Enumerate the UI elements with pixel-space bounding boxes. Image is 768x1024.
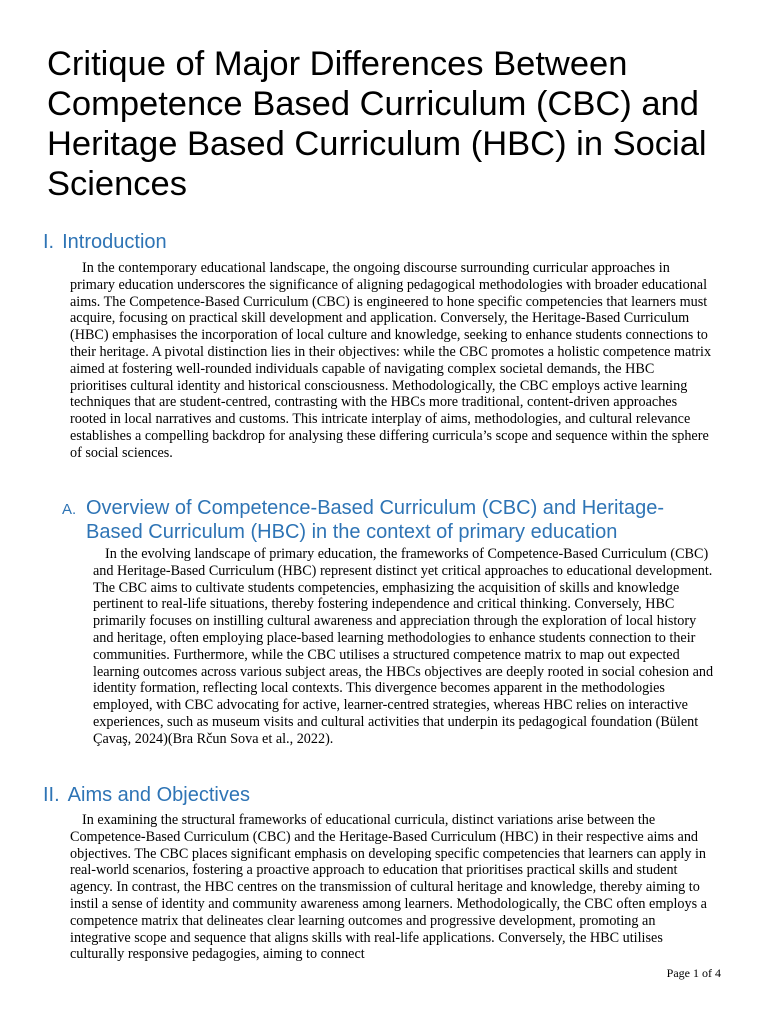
overview-paragraph: In the evolving landscape of primary education, the frameworks of Competence-Based Curriculum (CBC) and Heritage-Based Curriculum (HBC) represent distinct yet critical approaches to educational development. The CBC aims to cultivate students competencies, emphasizing the acquisition of skills and knowledge pertinent to real-life situations, thereby fostering independence and critical thinking. Conversely, HBC primarily focuses on instilling cultural awareness and appreciation through the exploration of local history and heritage, often employing place-based learning methodologies to enhance students connection to their communities. Furthermore, while the CBC utilises a structured competence matrix to map out expected learning outcomes across various subject areas, the HBCs objectives are deeply rooted in social cohesion and identity formation, reflecting local contexts. This divergence becomes apparent in the methodologies employed, with CBC advocating for active, learner-centred strategies, whereas HBC relies on interactive experiences, such as museum visits and cultural activities that underpin its pedagogical foundation (Bülent Çavaş, 2024)(Bra Rčun Sova et al., 2022). (93, 546, 714, 747)
aims-objectives-paragraph: In examining the structural frameworks of educational curricula, distinct variations arise between the Competence-Based Curriculum (CBC) and the Heritage-Based Curriculum (HBC) in their respective aims and objectives. The CBC places significant emphasis on developing specific competencies that learners can apply in real-world scenarios, fostering a proactive approach to education that prioritises practical skills and student agency. In contrast, the HBC centres on the transmission of cultural heritage and knowledge, thereby aiming to instil a sense of identity and community awareness among learners. Methodologically, the CBC often employs a competence matrix that delineates clear learning outcomes and progressive development, promoting an integrative scope and sequence that aligns skills with real-life applications. Conversely, the HBC utilises culturally responsive pedagogies, aiming to connect (70, 812, 707, 963)
page-number: Page 1 of 4 (666, 966, 721, 980)
document-title: Critique of Major Differences Between Competence Based Curriculum (CBC) and Heritage Based Curriculum (HBC) in Social Sciences (47, 45, 707, 203)
subsection-heading-overview (62, 496, 706, 544)
section-number: I. (43, 231, 55, 253)
section-heading-introduction (43, 230, 167, 254)
section-number: II. (43, 784, 60, 806)
section-heading-text: Introduction (62, 231, 167, 253)
subsection-heading-text: Overview of Competence-Based Curriculum (CBC) and Heritage-Based Curriculum (HBC) in the context of primary education (86, 497, 664, 543)
introduction-paragraph: In the contemporary educational landscape, the ongoing discourse surrounding curricular approaches in primary education underscores the significance of aligning pedagogical methodologies with broader educational aims. The Competence-Based Curriculum (CBC) is engineered to hone specific competencies that learners must acquire, focusing on practical skill development and application. Conversely, the Heritage-Based Curriculum (HBC) emphasises the incorporation of local culture and knowledge, seeking to enhance students connections to their heritage. A pivotal distinction lies in their objectives: while the CBC promotes a holistic competence matrix aimed at fostering well-rounded individuals capable of navigating complex societal demands, the HBC prioritises cultural identity and historical consciousness. Methodologically, the CBC employs active learning techniques that are student-centred, contrasting with the HBCs more traditional, content-driven approaches rooted in local narratives and customs. This intricate interplay of aims, methodologies, and cultural relevance establishes a compelling backdrop for analysing these differing curricula’s scope and sequence within the sphere of social sciences. (70, 260, 712, 461)
section-heading-aims-objectives (43, 783, 250, 807)
section-heading-text: Aims and Objectives (67, 784, 250, 806)
subsection-number: A. (62, 501, 77, 518)
